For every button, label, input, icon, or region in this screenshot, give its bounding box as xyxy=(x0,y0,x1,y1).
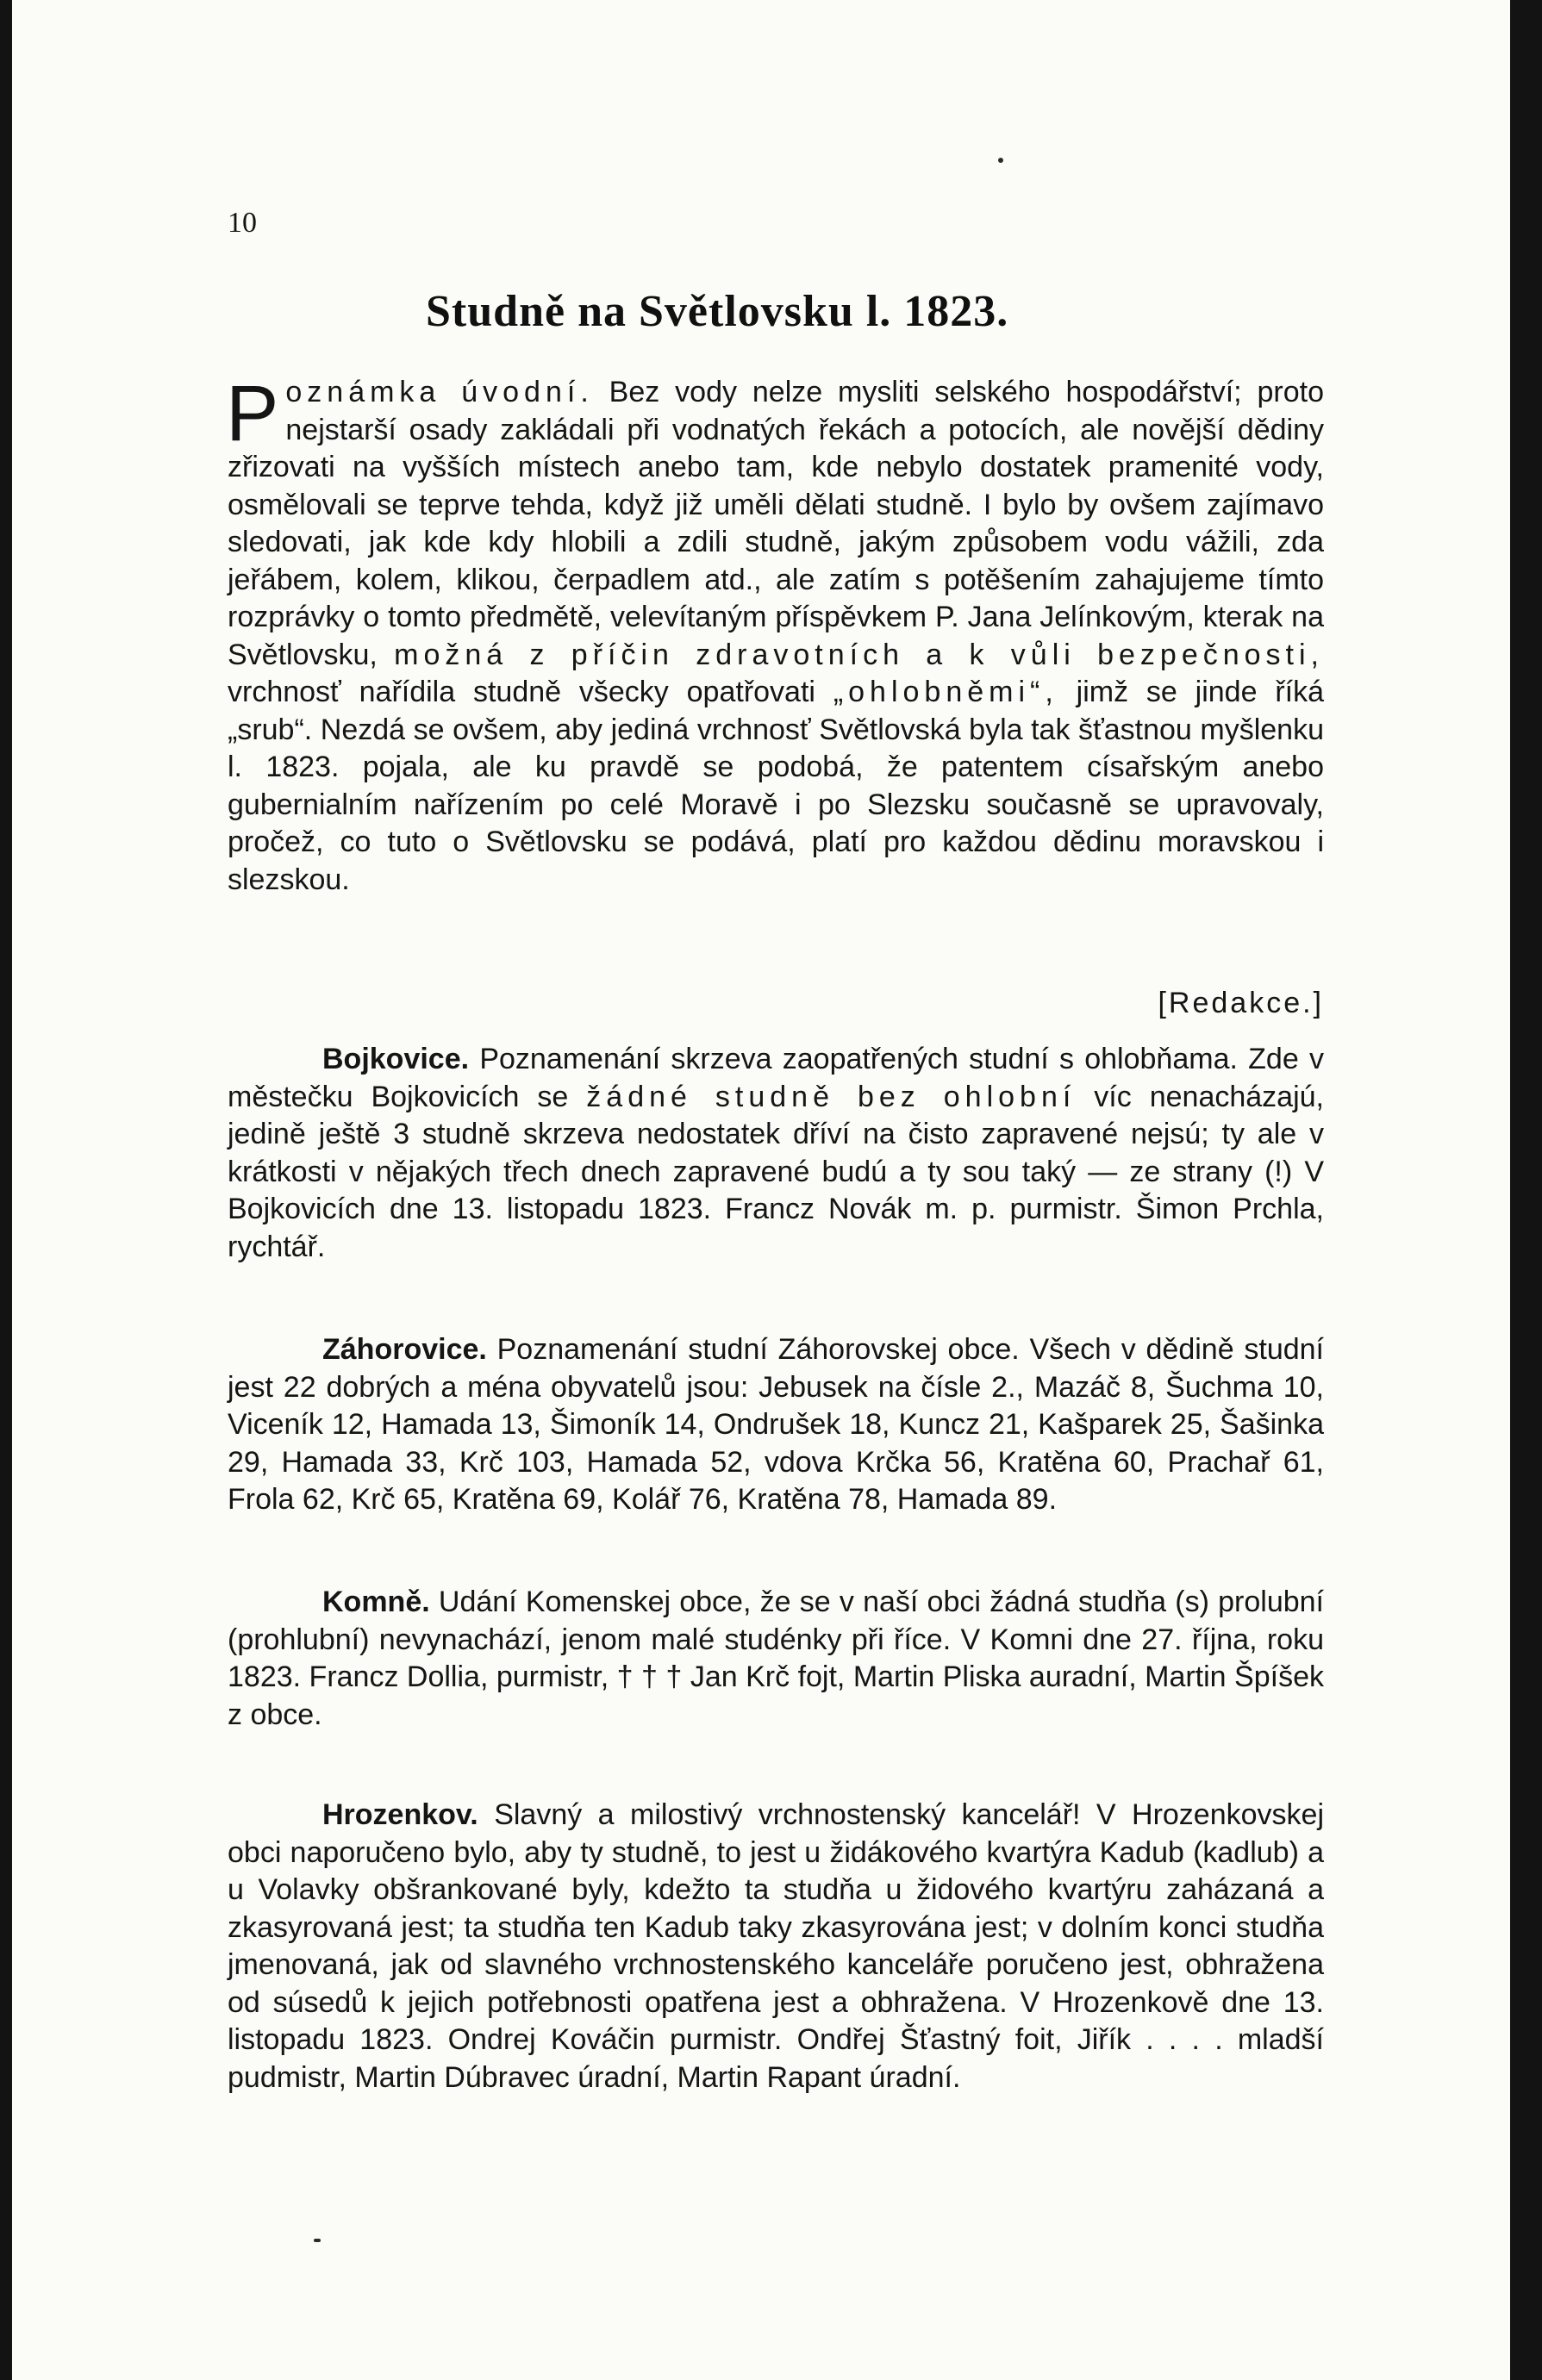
section-heading: Bojkovice. xyxy=(322,1043,470,1075)
section-komne xyxy=(228,1584,1324,1734)
intro-spaced-term: „ohlobněmi“, xyxy=(833,676,1058,708)
section-bojkovice xyxy=(228,1041,1324,1266)
intro-spaced-phrase: možná z příčin zdravotních a k vůli bezpečnosti, xyxy=(394,638,1324,671)
speck-mark xyxy=(314,2239,321,2242)
drop-cap: P xyxy=(226,370,279,458)
intro-heading: oznámka úvodní. xyxy=(285,376,594,408)
section-text: Poznamenání skrzeva zaopatřených studní s ohlobňama. Zde v městečku Bojkovicích se xyxy=(228,1043,1324,1113)
section-heading: Hrozenkov. xyxy=(322,1798,478,1831)
intro-text-3: jimž se jinde říká „srub“. Nezdá se ovšem, aby jediná vrchnosť Světlovská byla tak šťastnou myšlenku l. 1823. pojala, ale ku pravdě se podobá, že patentem císařským anebo gubernialním nařízením po celé Moravě i po Slezsku současně se upravovaly, pročež, co tuto o Světlovsku se podává, platí pro každou dědinu moravskou i slezskou. xyxy=(228,676,1324,896)
section-text: Udání Komenskej obce, že se v naší obci žádná studňa (s) prolubní (prohlubní) nevynachází, jenom malé studénky při říce. V Komni dne 27. října, roku 1823. Francz Dollia, purmistr, † † † Jan Krč fojt, Martin Pliska auradní, Martin Špíšek z obce. xyxy=(228,1586,1324,1731)
page-sheet xyxy=(12,0,1510,2380)
section-text: Poznamenání studní Záhorovskej obce. Všech v dědině studní jest 22 dobrých a ména obyvatelů jsou: Jebusek na čísle 2., Mazáč 8, Šuchma 10, Viceník 12, Hamada 13, Šimoník 14, Ondrušek 18, Kuncz 21, Kašparek 25, Šašinka 29, Hamada 33, Krč 103, Hamada 52, vdova Krčka 56, Kratěna 60, Prachař 61, Frola 62, Krč 65, Kratěna 69, Kolář 76, Kratěna 78, Hamada 89. xyxy=(228,1333,1325,1516)
section-heading: Komně. xyxy=(322,1586,430,1618)
intro-text: Bez vody nelze mysliti selského hospodářství; proto nejstarší osady zakládali při vodnatých řekách a potocích, ale novější dědiny zřizovati na vyšších místech anebo tam, kde nebylo dostatek pramenité vody, osmělovali se teprve tehda, když již uměli dělati studně. I bylo by ovšem zajímavo sledovati, jak kde kdy hlobili a zdili studně, jakým způsobem vodu vážili, zda jeřábem, kolem, klikou, čerpadlem atd., ale zatím s potěšením zahajujeme tímto rozprávky o tomto předmětě, velevítaným příspěvkem P. Jana Jelínkovým, kterak na Světlovsku, xyxy=(228,376,1324,671)
section-zahorovice xyxy=(228,1331,1324,1519)
section-spaced-phrase: žádné studně bez ohlobní xyxy=(586,1080,1077,1113)
speck-mark xyxy=(998,158,1003,163)
editor-signature: [Redakce.] xyxy=(1158,987,1324,1019)
page-title: Studně na Světlovsku l. 1823. xyxy=(426,287,1009,336)
section-heading: Záhorovice. xyxy=(322,1333,487,1366)
section-text-2: víc nenacházajú, jedině ještě 3 studně skrzeva nedostatek dříví na čisto zapravené nejsú; ty ale v krátkosti v nějakých třech dnech zapravené budú a ty sou taký — ze strany (!) V Bojkovicích dne 13. listopadu 1823. Francz Novák m. p. purmistr. Šimon Prchla, rychtář. xyxy=(228,1080,1324,1263)
section-hrozenkov xyxy=(228,1797,1324,2097)
intro-text-2: vrchnosť nařídila studně všecky opatřovati xyxy=(228,676,815,708)
intro-paragraph xyxy=(226,370,1324,899)
page-number: 10 xyxy=(228,207,257,239)
section-text: Slavný a milostivý vrchnostenský kancelář! V Hrozenkovskej obci naporučeno bylo, aby ty studně, to jest u židákového kvartýra Kadub (kadlub) a u Volavky obšrankované byly, kdežto ta studňa u židového kvartýru zaházaná a zkasyrovaná jest; ta studňa ten Kadub taky zkasyrována jest; v dolním konci studňa jmenovaná, jak od slavného vrchnostenského kanceláře poručeno jest, obhražena od súsedů k jejich potřebnosti opatřena jest a obhražena. V Hrozenkově dne 13. listopadu 1823. Ondrej Kováčin purmistr. Ondřej Šťastný foit, Jiřík . . . . mladší pudmistr, Martin Dúbravec úradní, Martin Rapant úradní. xyxy=(228,1798,1324,2094)
